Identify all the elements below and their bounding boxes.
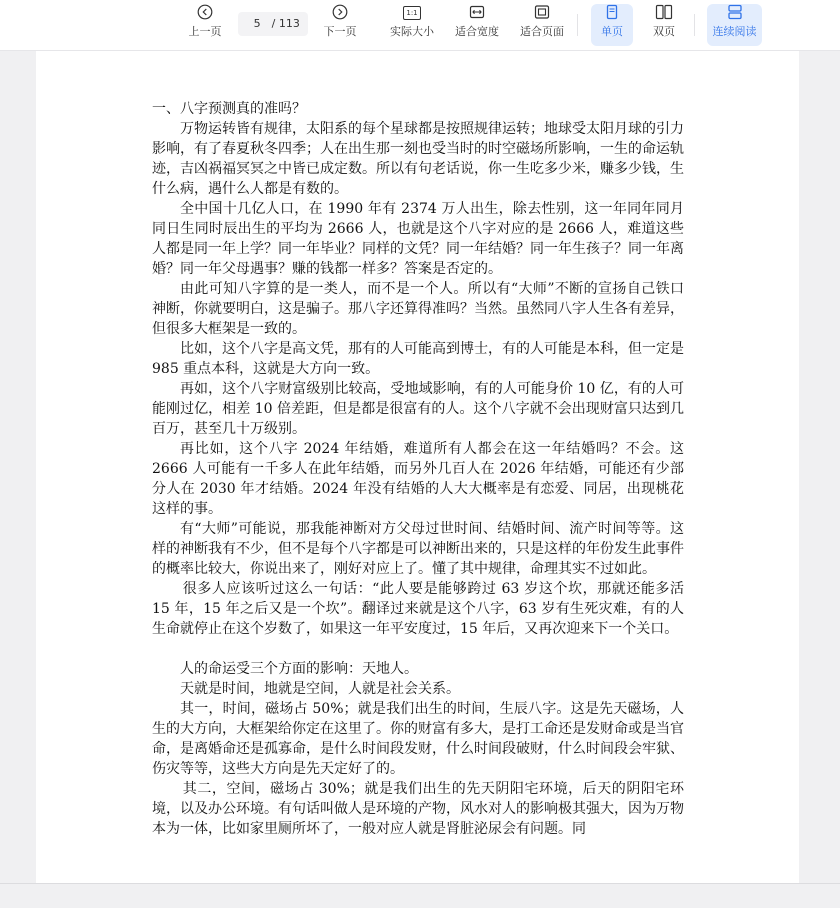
- actual-size-button[interactable]: [386, 4, 438, 46]
- page-indicator: [238, 12, 308, 36]
- paragraph: 有“大师”可能说，那我能神断对方父母过世时间、结婚时间、流产时间等等。这样的神断我有不少，但不是每个八字都是可以神断出来的，只是这样的年份发生此事件的概率比较大，你说出来了，刚好对应上了。懂了其中规律，命理其实不过如此。: [152, 521, 684, 577]
- page-total: / 113: [271, 17, 300, 30]
- fit-width-button[interactable]: [451, 4, 503, 46]
- paragraph: 比如，这个八字是高文凭，那有的人可能高到博士，有的人可能是本科，但一定是 985 重点本科，这就是大方向一致。: [152, 341, 684, 377]
- document-page: [36, 51, 799, 883]
- continuous-read-label: 连续阅读: [712, 25, 757, 38]
- fit-width-icon: [469, 4, 485, 20]
- paragraph-gap: [152, 639, 684, 659]
- fit-page-icon: [534, 4, 550, 20]
- document-body: [152, 99, 684, 839]
- next-page-button[interactable]: [319, 4, 361, 46]
- paragraph: 天就是时间，地就是空间，人就是社会关系。: [180, 681, 460, 697]
- paragraph: 再如，这个八字财富级别比较高，受地域影响，有的人可能身价 10 亿，有的人可能刚过亿，相差 10 倍差距，但是都是很富有的人。这个八字就不会出现财富只达到几百万，甚至几十万级别。: [152, 381, 684, 437]
- bottom-bar: [0, 883, 840, 908]
- chevron-right-circle-icon: [332, 4, 348, 20]
- chevron-left-circle-icon: [197, 4, 213, 20]
- prev-page-button[interactable]: [184, 4, 226, 46]
- paragraph: 再比如，这个八字 2024 年结婚，难道所有人都会在这一年结婚吗？不会。这 2666 人可能有一千多人在此年结婚，而另外几百人在 2026 年结婚，可能还有少部分人在 2030 年才结婚。2024 年没有结婚的人大大概率是有恋爱、同居，出现桃花这样的事。: [152, 441, 684, 517]
- single-page-icon: [604, 4, 620, 20]
- paragraph: 全中国十几亿人口，在 1990 年有 2374 万人出生，除去性别，这一年同年同月同日生同时辰出生的平均为 2666 人，也就是这个八字对应的是 2666 人，难道这些人都是同一年上学？同一年毕业？同样的文凭？同一年结婚？同一年生孩子？同一年离婚？同一年父母遇事？赚的钱都一样多？答案是否定的。: [152, 201, 684, 277]
- paragraph: 其一，时间，磁场占 50%；就是我们出生的时间，生辰八字。这是先天磁场，人生的大方向，大框架给你定在这里了。你的财富有多大，是打工命还是发财命或是当官命，是离婚命还是孤寡命，是什么时间段发财，什么时间段破财，什么时间段会牢狱、伤灾等等，这些大方向是先天定好了的。: [152, 701, 684, 777]
- paragraph: 其二，空间，磁场占 30%；就是我们出生的先天阴阳宅环境，后天的阴阳宅环境，以及办公环境。有句话叫做人是环境的产物，风水对人的影响极其强大，因为万物本为一体，比如家里厕所坏了，一般对应人就是肾脏泌尿会有问题。同: [152, 781, 684, 837]
- next-page-label: 下一页: [323, 25, 357, 38]
- fit-width-label: 适合宽度: [455, 25, 499, 38]
- single-page-label: 单页: [601, 25, 623, 38]
- continuous-read-button[interactable]: [707, 4, 762, 46]
- fit-page-label: 适合页面: [520, 25, 564, 38]
- prev-page-label: 上一页: [188, 25, 222, 38]
- viewer-toolbar: [0, 0, 840, 51]
- paragraph: 由此可知八字算的是一类人，而不是一个人。所以有“大师”不断的宣扬自己铁口神断，你就要明白，这是骗子。那八字还算得准吗？当然。虽然同八字人生各有差异，但很多大框架是一致的。: [152, 281, 684, 337]
- actual-size-icon: 1:1: [403, 6, 421, 20]
- section-heading: 一、八字预测真的准吗？: [152, 101, 306, 117]
- toolbar-divider: [694, 14, 695, 36]
- page-number-input[interactable]: [246, 17, 268, 30]
- double-page-label: 双页: [653, 25, 675, 38]
- actual-size-label: 实际大小: [390, 25, 434, 38]
- fit-page-button[interactable]: [516, 4, 568, 46]
- double-page-button[interactable]: [643, 4, 685, 46]
- paragraph: 很多人应该听过这么一句话：“此人要是能够跨过 63 岁这个坎，那就还能多活 15 年，15 年之后又是一个坎”。翻译过来就是这个八字，63 岁有生死灾难，有的人生命就停止在这个岁数了，如果这一年平安度过，15 年后，又再次迎来下一个关口。: [152, 581, 684, 637]
- paragraph: 人的命运受三个方面的影响：天地人。: [180, 661, 418, 677]
- continuous-scroll-icon: [727, 4, 743, 20]
- toolbar-divider: [577, 14, 578, 36]
- double-page-icon: [655, 4, 673, 20]
- single-page-button[interactable]: [591, 4, 633, 46]
- paragraph: 万物运转皆有规律，太阳系的每个星球都是按照规律运转；地球受太阳月球的引力影响，有了春夏秋冬四季；人在出生那一刻也受当时的时空磁场所影响，一生的命运轨迹，吉凶祸福冥冥之中皆已成定数。所以有句老话说，你一生吃多少米，赚多少钱，生什么病，遇什么人都是有数的。: [152, 121, 684, 197]
